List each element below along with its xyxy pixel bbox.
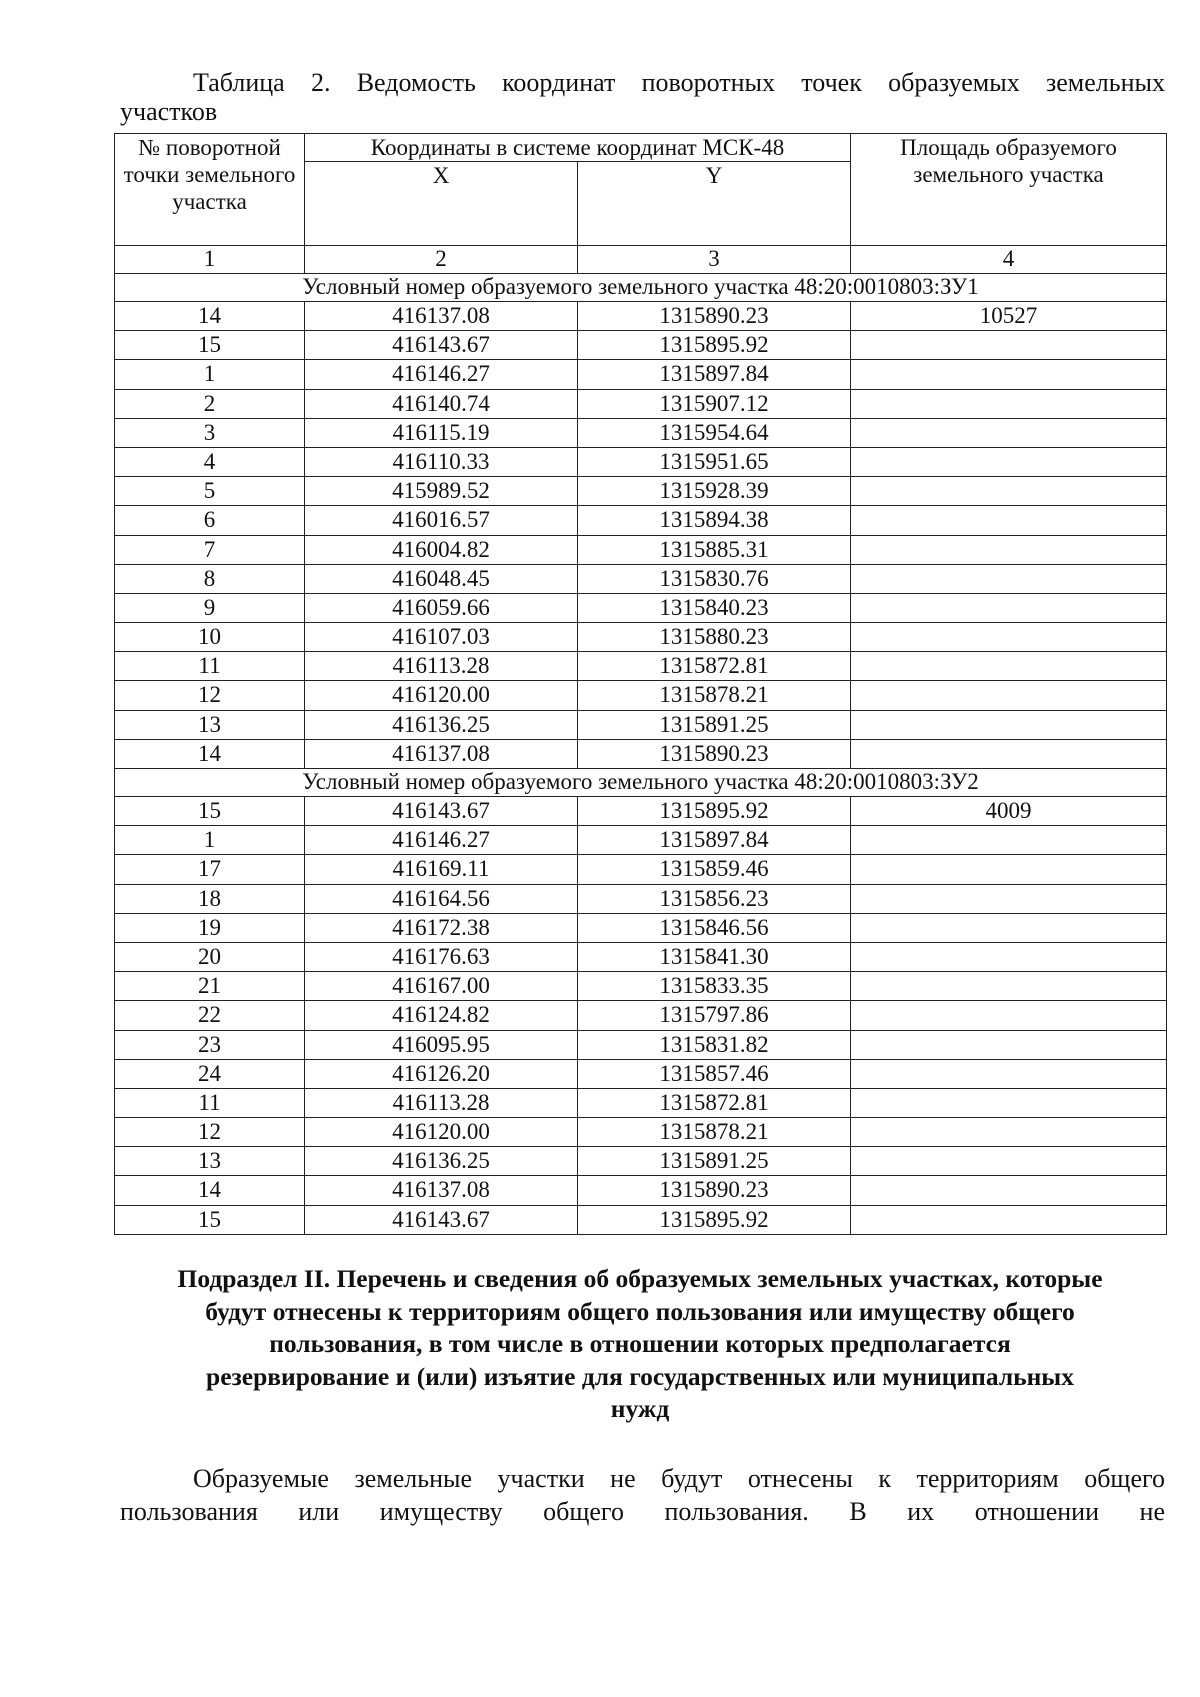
cell-y: 1315872.81 [578, 652, 851, 681]
table-row [115, 564, 1167, 593]
table-row [115, 797, 1167, 826]
cell-area [851, 506, 1167, 535]
cell-y: 1315797.86 [578, 1001, 851, 1030]
cell-y: 1315951.65 [578, 447, 851, 476]
cell-area [851, 913, 1167, 942]
table-row [115, 1088, 1167, 1117]
cell-area [851, 593, 1167, 622]
cell-area [851, 739, 1167, 768]
cell-y: 1315890.23 [578, 302, 851, 331]
cell-x: 416120.00 [305, 1118, 578, 1147]
cell-area [851, 681, 1167, 710]
group-title-row: Условный номер образуемого земельного участка 48:20:0010803:ЗУ2 [115, 769, 1167, 797]
table-caption-line-1: Таблица 2. Ведомость координат поворотных точек образуемых земельных [193, 68, 1165, 97]
body-paragraph [120, 1462, 1165, 1528]
cell-area [851, 389, 1167, 418]
cell-point: 21 [115, 972, 305, 1001]
cell-x: 416120.00 [305, 681, 578, 710]
group-title-row: Условный номер образуемого земельного участка 48:20:0010803:ЗУ1 [115, 274, 1167, 302]
cell-y: 1315894.38 [578, 506, 851, 535]
table-row [115, 302, 1167, 331]
cell-point: 4 [115, 447, 305, 476]
cell-area [851, 331, 1167, 360]
cell-y: 1315856.23 [578, 884, 851, 913]
cell-area [851, 1118, 1167, 1147]
cell-area: 10527 [851, 302, 1167, 331]
cell-x: 416176.63 [305, 942, 578, 971]
cell-x: 416137.08 [305, 739, 578, 768]
cell-y: 1315872.81 [578, 1088, 851, 1117]
cell-x: 416107.03 [305, 623, 578, 652]
subsection-title-line: нужд [610, 1394, 670, 1423]
cell-area [851, 477, 1167, 506]
cell-area [851, 1059, 1167, 1088]
cell-point: 11 [115, 652, 305, 681]
table-row [115, 884, 1167, 913]
cell-y: 1315928.39 [578, 477, 851, 506]
cell-area: 4009 [851, 797, 1167, 826]
cell-area [851, 360, 1167, 389]
header-point-number: № поворотной точки земельного участка [115, 134, 305, 246]
cell-point: 1 [115, 360, 305, 389]
cell-area [851, 710, 1167, 739]
table-row [115, 593, 1167, 622]
cell-area [851, 418, 1167, 447]
cell-x: 416113.28 [305, 652, 578, 681]
cell-x: 416143.67 [305, 797, 578, 826]
cell-y: 1315878.21 [578, 1118, 851, 1147]
cell-area [851, 1205, 1167, 1234]
cell-point: 12 [115, 1118, 305, 1147]
cell-point: 1 [115, 826, 305, 855]
cell-y: 1315891.25 [578, 710, 851, 739]
cell-y: 1315831.82 [578, 1030, 851, 1059]
cell-x: 416137.08 [305, 302, 578, 331]
cell-x: 416113.28 [305, 1088, 578, 1117]
table-row [115, 506, 1167, 535]
table-row [115, 1059, 1167, 1088]
cell-y: 1315880.23 [578, 623, 851, 652]
cell-y: 1315895.92 [578, 797, 851, 826]
cell-point: 2 [115, 389, 305, 418]
cell-point: 23 [115, 1030, 305, 1059]
coordinates-table [114, 133, 1167, 1235]
cell-point: 13 [115, 1147, 305, 1176]
cell-y: 1315895.92 [578, 1205, 851, 1234]
cell-point: 12 [115, 681, 305, 710]
cell-y: 1315907.12 [578, 389, 851, 418]
cell-area [851, 972, 1167, 1001]
cell-point: 9 [115, 593, 305, 622]
cell-x: 416169.11 [305, 855, 578, 884]
cell-y: 1315846.56 [578, 913, 851, 942]
cell-point: 13 [115, 710, 305, 739]
table-row [115, 681, 1167, 710]
cell-point: 18 [115, 884, 305, 913]
cell-x: 416172.38 [305, 913, 578, 942]
cell-x: 416146.27 [305, 826, 578, 855]
cell-point: 7 [115, 535, 305, 564]
cell-area [851, 1147, 1167, 1176]
cell-point: 24 [115, 1059, 305, 1088]
paragraph-line-1: Образуемые земельные участки не будут отнесены к территориям общего [193, 1464, 1165, 1493]
table-row [115, 1118, 1167, 1147]
header-x: X [305, 162, 578, 246]
table-row [115, 331, 1167, 360]
column-number: 2 [305, 246, 578, 274]
cell-x: 416143.67 [305, 331, 578, 360]
cell-area [851, 942, 1167, 971]
cell-x: 416124.82 [305, 1001, 578, 1030]
table-row [115, 360, 1167, 389]
table-row [115, 972, 1167, 1001]
cell-point: 8 [115, 564, 305, 593]
table-row [115, 652, 1167, 681]
header-area: Площадь образуемого земельного участка [851, 134, 1167, 246]
cell-point: 3 [115, 418, 305, 447]
cell-point: 11 [115, 1088, 305, 1117]
cell-y: 1315878.21 [578, 681, 851, 710]
table-row [115, 826, 1167, 855]
cell-x: 416004.82 [305, 535, 578, 564]
cell-point: 17 [115, 855, 305, 884]
table-row [115, 1205, 1167, 1234]
cell-y: 1315833.35 [578, 972, 851, 1001]
column-number: 4 [851, 246, 1167, 274]
cell-area [851, 855, 1167, 884]
cell-y: 1315890.23 [578, 1176, 851, 1205]
paragraph-line-2: пользования или имуществу общего пользования. В их отношении не [120, 1497, 1165, 1526]
cell-point: 10 [115, 623, 305, 652]
cell-y: 1315954.64 [578, 418, 851, 447]
cell-y: 1315890.23 [578, 739, 851, 768]
cell-area [851, 1030, 1167, 1059]
cell-point: 6 [115, 506, 305, 535]
table-row [115, 447, 1167, 476]
cell-y: 1315895.92 [578, 331, 851, 360]
cell-point: 14 [115, 1176, 305, 1205]
cell-y: 1315830.76 [578, 564, 851, 593]
cell-point: 15 [115, 797, 305, 826]
cell-x: 416115.19 [305, 418, 578, 447]
cell-area [851, 826, 1167, 855]
cell-y: 1315897.84 [578, 826, 851, 855]
subsection-title-line: резервирование и (или) изъятие для государственных или муниципальных [206, 1361, 1074, 1391]
cell-y: 1315841.30 [578, 942, 851, 971]
cell-area [851, 884, 1167, 913]
cell-area [851, 652, 1167, 681]
cell-point: 20 [115, 942, 305, 971]
cell-area [851, 564, 1167, 593]
cell-x: 416146.27 [305, 360, 578, 389]
subsection-title-line: пользования, в том числе в отношении которых предполагается [269, 1329, 1011, 1358]
cell-x: 416136.25 [305, 1147, 578, 1176]
cell-area [851, 535, 1167, 564]
cell-x: 416167.00 [305, 972, 578, 1001]
table-row [115, 477, 1167, 506]
cell-y: 1315840.23 [578, 593, 851, 622]
cell-area [851, 1088, 1167, 1117]
cell-area [851, 623, 1167, 652]
column-number: 1 [115, 246, 305, 274]
cell-x: 416016.57 [305, 506, 578, 535]
table-row [115, 389, 1167, 418]
cell-point: 22 [115, 1001, 305, 1030]
cell-area [851, 1001, 1167, 1030]
subsection-title-line: Подраздел II. Перечень и сведения об образуемых земельных участках, которые [177, 1264, 1103, 1293]
cell-area [851, 1176, 1167, 1205]
header-y: Y [578, 162, 851, 246]
table-row [115, 623, 1167, 652]
cell-y: 1315857.46 [578, 1059, 851, 1088]
cell-x: 415989.52 [305, 477, 578, 506]
table-row [115, 418, 1167, 447]
cell-x: 416059.66 [305, 593, 578, 622]
cell-y: 1315891.25 [578, 1147, 851, 1176]
cell-y: 1315885.31 [578, 535, 851, 564]
table-row [115, 535, 1167, 564]
cell-point: 15 [115, 1205, 305, 1234]
table-row [115, 710, 1167, 739]
table-row [115, 913, 1167, 942]
cell-x: 416143.67 [305, 1205, 578, 1234]
subsection-title-line: будут отнесены к территориям общего пользования или имуществу общего [205, 1296, 1075, 1326]
cell-x: 416048.45 [305, 564, 578, 593]
table-row [115, 1001, 1167, 1030]
table-row [115, 739, 1167, 768]
subsection-title [114, 1263, 1166, 1426]
table-row [115, 942, 1167, 971]
cell-point: 5 [115, 477, 305, 506]
table-row [115, 855, 1167, 884]
cell-area [851, 447, 1167, 476]
cell-point: 14 [115, 302, 305, 331]
table-caption [120, 68, 1165, 126]
column-number: 3 [578, 246, 851, 274]
cell-point: 14 [115, 739, 305, 768]
cell-x: 416126.20 [305, 1059, 578, 1088]
cell-point: 19 [115, 913, 305, 942]
table-row [115, 1176, 1167, 1205]
table-row [115, 1030, 1167, 1059]
cell-x: 416137.08 [305, 1176, 578, 1205]
cell-x: 416110.33 [305, 447, 578, 476]
table-caption-line-2: участков [120, 97, 218, 126]
cell-point: 15 [115, 331, 305, 360]
cell-x: 416164.56 [305, 884, 578, 913]
cell-x: 416136.25 [305, 710, 578, 739]
cell-x: 416095.95 [305, 1030, 578, 1059]
table-row [115, 1147, 1167, 1176]
cell-x: 416140.74 [305, 389, 578, 418]
cell-y: 1315897.84 [578, 360, 851, 389]
header-coordinate-system: Координаты в системе координат МСК-48 [305, 134, 851, 162]
cell-y: 1315859.46 [578, 855, 851, 884]
